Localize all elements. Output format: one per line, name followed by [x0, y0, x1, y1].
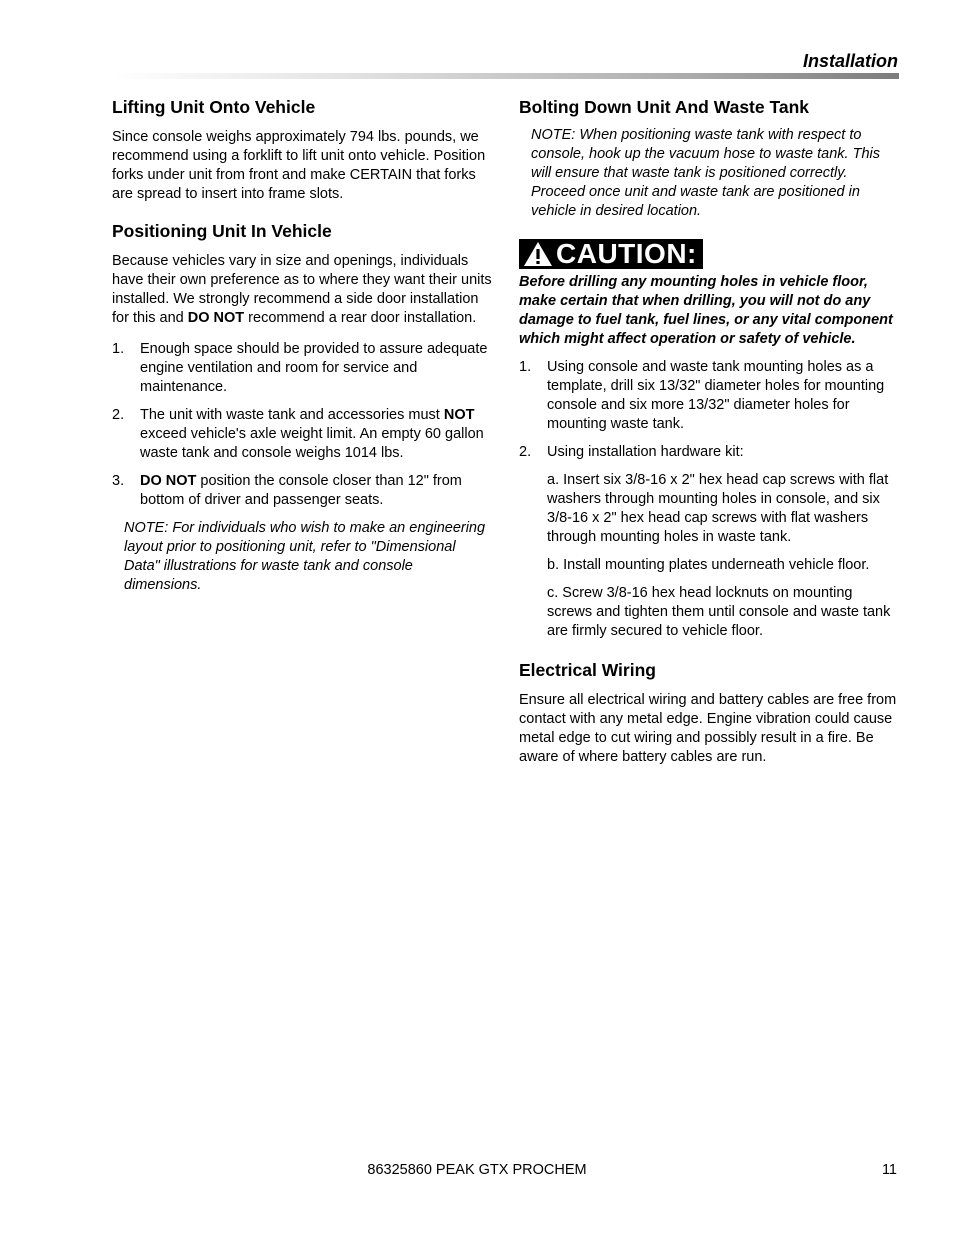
list-item: 2. The unit with waste tank and accessories must NOT exceed vehicle's axle weight limit. An empty 60 gallon waste tank and console weighs 1014 lbs. [112, 407, 484, 461]
right-column [519, 96, 901, 767]
lifting-heading: Lifting Unit Onto Vehicle [112, 97, 316, 117]
header-gradient-bar [112, 73, 899, 79]
footer-document-id: 86325860 PEAK GTX PROCHEM [367, 1162, 587, 1178]
section-bolting [519, 96, 901, 641]
section-electrical [519, 659, 901, 767]
list-item: 1. Using console and waste tank mounting holes as a template, drill six 13/32" diameter holes for mounting console and six more 13/32" diameter holes for mounting waste tank. [519, 359, 885, 432]
electrical-heading: Electrical Wiring [519, 660, 656, 680]
list-item: 1. Enough space should be provided to assure adequate engine ventilation and room for service and maintenance. [112, 341, 488, 395]
page-number: 11 [881, 1162, 897, 1178]
positioning-note: NOTE: For individuals who wish to make an engineering layout prior to positioning unit, refer to "Dimensional Data" illustrations for waste tank and console dimensions. [124, 520, 486, 593]
left-column [112, 96, 492, 611]
section-positioning [112, 220, 492, 595]
caution-warning-text: Before drilling any mounting holes in vehicle floor, make certain that when drilling, you will not do any damage to fuel tank, fuel lines, or any vital component which might affect operation or safety of vehicle. [519, 274, 893, 347]
section-header-title: Installation [802, 51, 898, 71]
warning-triangle-icon [523, 241, 553, 267]
sub-list-item: a. Insert six 3/8-16 x 2" hex head cap screws with flat washers through mounting holes in console, and six 3/8-16 x 2" hex head cap screws with flat washers through mounting holes in waste tank. [547, 472, 889, 545]
lifting-body: Since console weighs approximately 794 lbs. pounds, we recommend using a forklift to lift unit onto vehicle. Position forks under unit from front and make CERTAIN that forks are spread to insert into frame slots. [112, 129, 486, 202]
caution-label: CAUTION: [519, 239, 703, 269]
positioning-body: Because vehicles vary in size and openings, individuals have their own preference as to where they want their units installed. We strongly recommend a side door installation for this and DO NOT recommend a rear door installation. [112, 253, 492, 326]
positioning-list [112, 340, 492, 510]
electrical-body: Ensure all electrical wiring and battery cables are free from contact with any metal edge. Engine vibration could cause metal edge to cut wiring and possibly result in a fire. Be aware of where battery cables are run. [519, 692, 897, 765]
list-item: 3. DO NOT position the console closer than 12" from bottom of driver and passenger seats. [112, 473, 462, 508]
positioning-heading: Positioning Unit In Vehicle [112, 221, 332, 241]
bolting-heading: Bolting Down Unit And Waste Tank [519, 97, 810, 117]
bolting-note: NOTE: When positioning waste tank with respect to console, hook up the vacuum hose to waste tank. This will ensure that waste tank is positioned correctly. Proceed once unit and waste tank are positioned in vehicle in desired location. [531, 127, 881, 219]
sub-list-item: b. Install mounting plates underneath vehicle floor. [547, 557, 870, 573]
list-item: 2. Using installation hardware kit: [519, 444, 744, 460]
sub-list-item: c. Screw 3/8-16 hex head locknuts on mounting screws and tighten them until console and waste tank are firmly secured to vehicle floor. [547, 585, 891, 639]
section-lifting [112, 96, 492, 204]
bolting-list [519, 358, 901, 462]
